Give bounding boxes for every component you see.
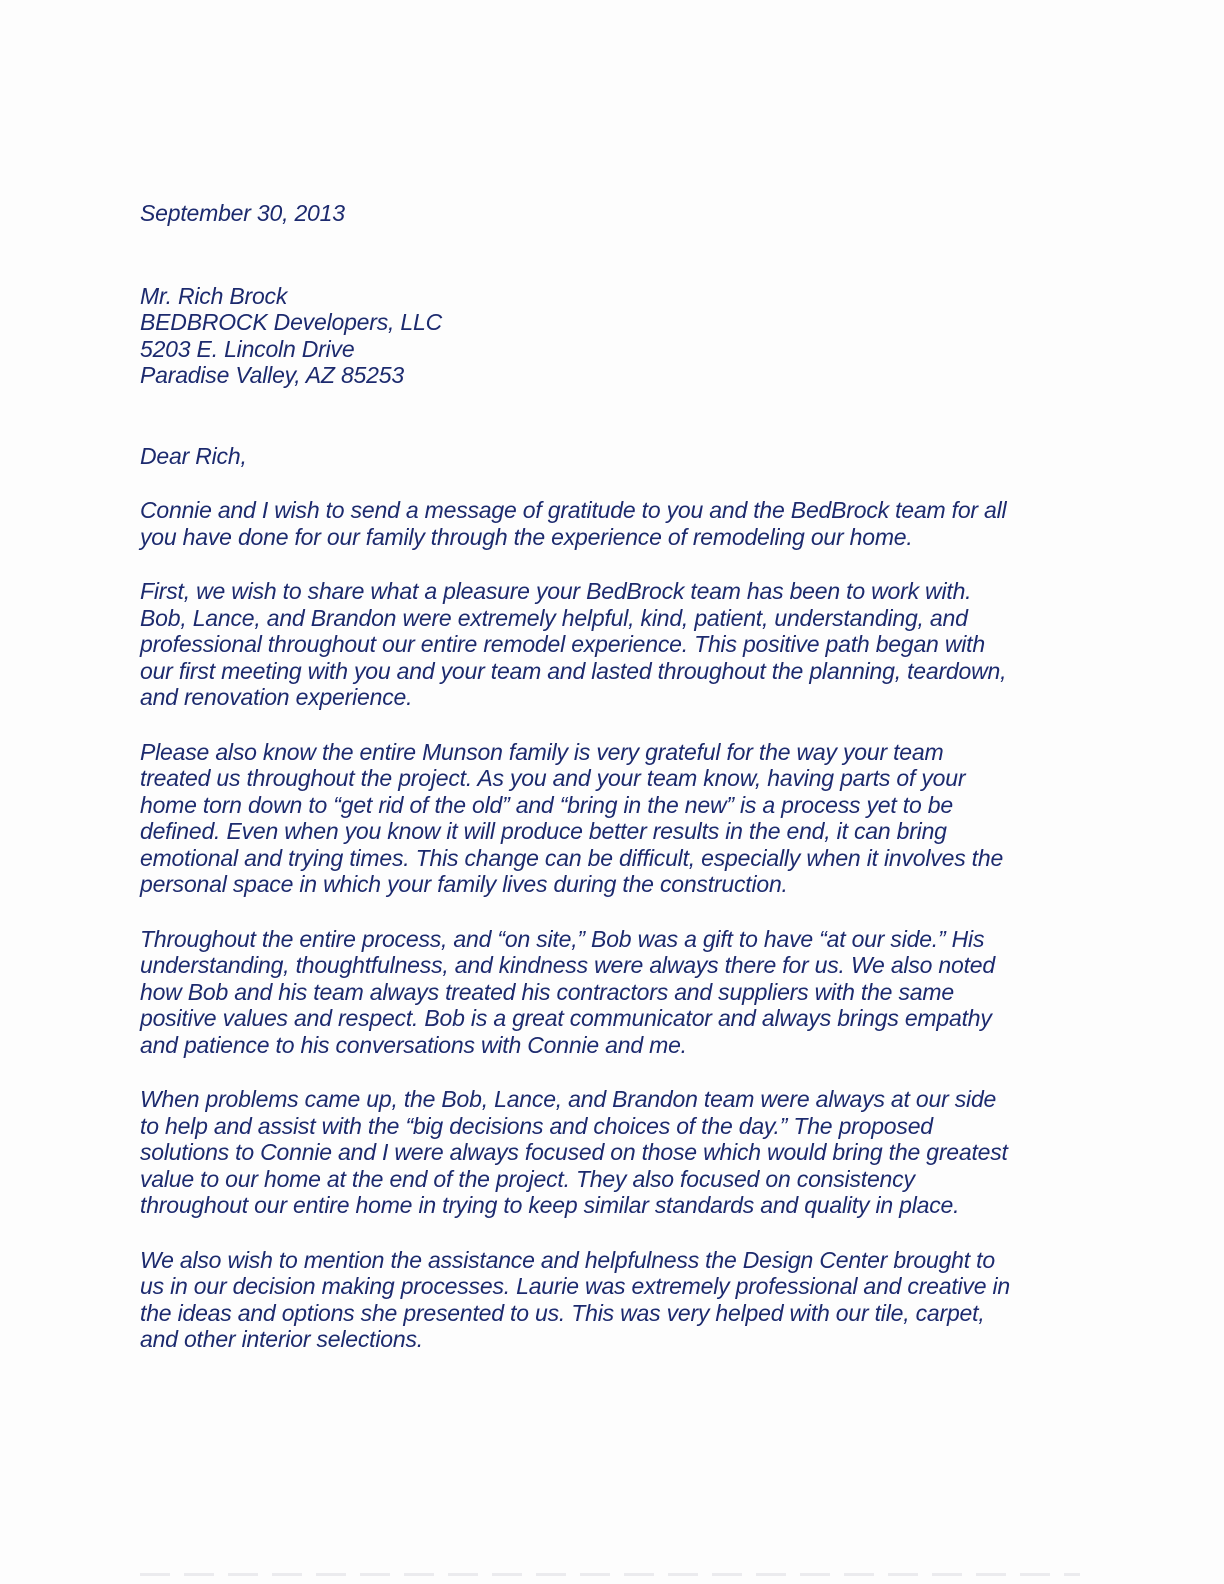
letter-body	[140, 200, 1060, 1353]
text-line: defined. Even when you know it will produce better results in the end, it can bring	[140, 818, 947, 844]
paragraph-gratitude	[140, 497, 1060, 550]
text-line: personal space in which your family lives during the construction.	[140, 871, 788, 897]
text-line: Bob, Lance, and Brandon were extremely helpful, kind, patient, understanding, and	[140, 604, 968, 631]
text-line: and other interior selections.	[140, 1326, 423, 1352]
text-line: and renovation experience.	[140, 684, 413, 710]
text-line: positive values and respect. Bob is a great communicator and always brings empathy	[140, 1005, 992, 1031]
text-line: and patience to his conversations with Connie and me.	[140, 1031, 687, 1058]
recipient-city-state-zip: Paradise Valley, AZ 85253	[140, 362, 404, 388]
text-line: Please also know the entire Munson family is very grateful for the way your team	[140, 738, 944, 765]
text-line: Connie and I wish to send a message of gratitude to you and the BedBrock team for all	[140, 497, 1007, 523]
text-line: value to our home at the end of the project. They also focused on consistency	[140, 1165, 915, 1192]
text-line: When problems came up, the Bob, Lance, and Brandon team were always at our side	[140, 1086, 997, 1112]
scan-artifact	[140, 1573, 1080, 1576]
salutation: Dear Rich,	[140, 442, 247, 469]
text-line: home torn down to “get rid of the old” and “bring in the new” is a process yet to be	[140, 791, 953, 818]
text-line: treated us throughout the project. As you and your team know, having parts of your	[140, 765, 966, 791]
recipient-company: BEDBROCK Developers, LLC	[140, 309, 442, 335]
text-line: solutions to Connie and I were always focused on those which would bring the greatest	[140, 1139, 1008, 1165]
text-line: professional throughout our entire remodel experience. This positive path began with	[140, 631, 985, 657]
text-line: our first meeting with you and your team and lasted throughout the planning, teardown,	[140, 657, 1007, 684]
paragraph-design-center	[140, 1247, 1060, 1353]
text-line: the ideas and options she presented to us. This was very helped with our tile, carpet,	[140, 1299, 985, 1326]
text-line: how Bob and his team always treated his contractors and suppliers with the same	[140, 978, 954, 1005]
recipient-name: Mr. Rich Brock	[140, 282, 288, 309]
paragraph-team-pleasure	[140, 578, 1060, 711]
recipient-street: 5203 E. Lincoln Drive	[140, 335, 355, 362]
text-line: We also wish to mention the assistance and helpfulness the Design Center brought to	[140, 1246, 995, 1273]
recipient-address	[140, 283, 1060, 389]
text-line: Throughout the entire process, and “on site,” Bob was a gift to have “at our side.” His	[140, 925, 985, 952]
text-line: you have done for our family through the experience of remodeling our home.	[140, 523, 913, 550]
text-line: us in our decision making processes. Laurie was extremely professional and creative in	[140, 1273, 1011, 1299]
text-line: emotional and trying times. This change can be difficult, especially when it involves the	[140, 844, 1004, 871]
text-line: throughout our entire home in trying to keep similar standards and quality in place.	[140, 1192, 960, 1218]
paragraph-problems-solutions	[140, 1086, 1060, 1219]
text-line: First, we wish to share what a pleasure your BedBrock team has been to work with.	[140, 578, 972, 604]
paragraph-bob-on-site	[140, 926, 1060, 1059]
text-line: understanding, thoughtfulness, and kindness were always there for us. We also noted	[140, 952, 995, 978]
paragraph-munson-family	[140, 739, 1060, 898]
text-line: to help and assist with the “big decisions and choices of the day.” The proposed	[140, 1112, 933, 1139]
letter-date: September 30, 2013	[140, 200, 345, 226]
